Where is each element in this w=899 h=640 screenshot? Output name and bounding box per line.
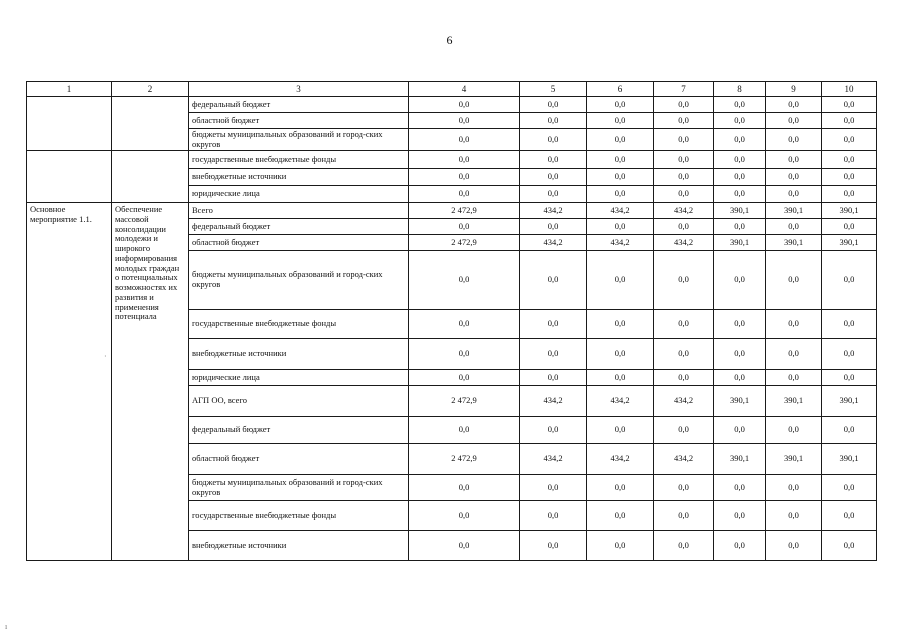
header-cell: 2: [112, 82, 189, 97]
value-cell: 0,0: [520, 475, 587, 501]
table-row: [27, 97, 877, 113]
value-cell: 390,1: [766, 235, 822, 251]
value-cell: 434,2: [587, 444, 654, 475]
value-cell: 0,0: [654, 370, 714, 386]
value-cell: 390,1: [822, 444, 877, 475]
header-cell: 9: [766, 82, 822, 97]
value-cell: 0,0: [520, 339, 587, 370]
value-cell: 0,0: [409, 310, 520, 339]
value-cell: 0,0: [822, 97, 877, 113]
value-cell: 2 472,9: [409, 203, 520, 219]
value-cell: 2 472,9: [409, 386, 520, 417]
value-cell: 0,0: [714, 186, 766, 203]
value-cell: 0,0: [822, 370, 877, 386]
funding-source-cell: бюджеты муниципальных образований и город-ских округов: [189, 475, 409, 501]
value-cell: 0,0: [714, 531, 766, 561]
value-cell: 0,0: [587, 129, 654, 151]
value-cell: 0,0: [654, 251, 714, 310]
value-cell: 0,0: [587, 97, 654, 113]
value-cell: 0,0: [654, 151, 714, 169]
value-cell: 0,0: [822, 186, 877, 203]
page-number: 6: [446, 33, 453, 47]
value-cell: 0,0: [587, 219, 654, 235]
value-cell: 0,0: [520, 169, 587, 186]
value-cell: 0,0: [822, 475, 877, 501]
value-cell: 0,0: [766, 339, 822, 370]
scan-mark: ·: [104, 352, 107, 361]
value-cell: 0,0: [654, 339, 714, 370]
row-group-col2: [112, 151, 189, 203]
value-cell: 0,0: [520, 310, 587, 339]
value-cell: 0,0: [520, 97, 587, 113]
value-cell: 2 472,9: [409, 235, 520, 251]
value-cell: 390,1: [822, 386, 877, 417]
header-cell: 10: [822, 82, 877, 97]
value-cell: 0,0: [714, 251, 766, 310]
header-cell: 3: [189, 82, 409, 97]
funding-source-cell: юридические лица: [189, 186, 409, 203]
value-cell: 390,1: [714, 386, 766, 417]
value-cell: 0,0: [654, 310, 714, 339]
value-cell: 0,0: [766, 97, 822, 113]
value-cell: 0,0: [409, 186, 520, 203]
value-cell: 0,0: [766, 113, 822, 129]
value-cell: 0,0: [766, 310, 822, 339]
value-cell: 0,0: [766, 151, 822, 169]
value-cell: 0,0: [766, 417, 822, 444]
value-cell: 0,0: [766, 531, 822, 561]
value-cell: 0,0: [587, 251, 654, 310]
value-cell: 434,2: [520, 235, 587, 251]
value-cell: 0,0: [822, 310, 877, 339]
value-cell: 0,0: [587, 501, 654, 531]
value-cell: 0,0: [822, 129, 877, 151]
value-cell: 0,0: [520, 151, 587, 169]
value-cell: 0,0: [654, 186, 714, 203]
value-cell: 0,0: [520, 531, 587, 561]
value-cell: 434,2: [520, 444, 587, 475]
value-cell: 0,0: [714, 501, 766, 531]
value-cell: 2 472,9: [409, 444, 520, 475]
row-group-col2: [112, 97, 189, 151]
value-cell: 434,2: [520, 386, 587, 417]
value-cell: 0,0: [654, 219, 714, 235]
header-cell: 5: [520, 82, 587, 97]
value-cell: 0,0: [822, 169, 877, 186]
value-cell: 0,0: [766, 501, 822, 531]
value-cell: 0,0: [587, 339, 654, 370]
value-cell: 0,0: [587, 151, 654, 169]
funding-source-cell: областной бюджет: [189, 235, 409, 251]
value-cell: 0,0: [520, 113, 587, 129]
table-row: [27, 203, 877, 219]
value-cell: 0,0: [766, 219, 822, 235]
value-cell: 0,0: [654, 475, 714, 501]
value-cell: 0,0: [654, 531, 714, 561]
value-cell: 390,1: [766, 203, 822, 219]
value-cell: 0,0: [409, 151, 520, 169]
value-cell: 0,0: [409, 531, 520, 561]
value-cell: 390,1: [822, 203, 877, 219]
header-cell: 8: [714, 82, 766, 97]
value-cell: 434,2: [654, 444, 714, 475]
value-cell: 0,0: [714, 310, 766, 339]
funding-source-cell: федеральный бюджет: [189, 417, 409, 444]
value-cell: 390,1: [766, 386, 822, 417]
value-cell: 0,0: [409, 169, 520, 186]
value-cell: 0,0: [714, 417, 766, 444]
value-cell: 0,0: [587, 417, 654, 444]
funding-source-cell: Всего: [189, 203, 409, 219]
value-cell: 0,0: [714, 151, 766, 169]
funding-source-cell: бюджеты муниципальных образований и город-ских округов: [189, 251, 409, 310]
value-cell: 390,1: [822, 235, 877, 251]
header-cell: 6: [587, 82, 654, 97]
value-cell: 0,0: [654, 169, 714, 186]
value-cell: 0,0: [409, 370, 520, 386]
funding-source-cell: федеральный бюджет: [189, 97, 409, 113]
value-cell: 0,0: [520, 251, 587, 310]
funding-source-cell: областной бюджет: [189, 113, 409, 129]
header-cell: 4: [409, 82, 520, 97]
value-cell: 0,0: [409, 129, 520, 151]
value-cell: 0,0: [714, 113, 766, 129]
funding-source-cell: государственные внебюджетные фонды: [189, 501, 409, 531]
funding-source-cell: федеральный бюджет: [189, 219, 409, 235]
value-cell: 0,0: [714, 129, 766, 151]
value-cell: 0,0: [822, 219, 877, 235]
value-cell: 390,1: [714, 203, 766, 219]
value-cell: 0,0: [587, 310, 654, 339]
value-cell: 0,0: [587, 531, 654, 561]
table-row: [27, 151, 877, 169]
value-cell: 0,0: [520, 219, 587, 235]
value-cell: 0,0: [822, 113, 877, 129]
value-cell: 0,0: [409, 219, 520, 235]
value-cell: 0,0: [714, 475, 766, 501]
value-cell: 0,0: [409, 251, 520, 310]
value-cell: 0,0: [520, 129, 587, 151]
value-cell: 0,0: [714, 97, 766, 113]
value-cell: 0,0: [766, 186, 822, 203]
value-cell: 0,0: [822, 501, 877, 531]
value-cell: 0,0: [520, 370, 587, 386]
scan-mark: ı: [5, 622, 8, 631]
row-group-col1: [27, 97, 112, 151]
row-group-col2: Обеспечение массовой консолидации молодежи и широкого информирования молодых граждан о потенциальных возможностях их развития и применения потенциала: [112, 203, 189, 561]
value-cell: 434,2: [587, 386, 654, 417]
funding-source-cell: бюджеты муниципальных образований и город-ских округов: [189, 129, 409, 151]
value-cell: 0,0: [409, 97, 520, 113]
funding-source-cell: внебюджетные источники: [189, 531, 409, 561]
funding-source-cell: государственные внебюджетные фонды: [189, 310, 409, 339]
header-row: [27, 82, 877, 97]
value-cell: 0,0: [714, 219, 766, 235]
value-cell: 434,2: [654, 235, 714, 251]
funding-source-cell: юридические лица: [189, 370, 409, 386]
value-cell: 0,0: [520, 501, 587, 531]
value-cell: 0,0: [520, 417, 587, 444]
row-group-col1: Основное мероприятие 1.1.: [27, 203, 112, 561]
value-cell: 0,0: [520, 186, 587, 203]
value-cell: 0,0: [654, 417, 714, 444]
value-cell: 0,0: [409, 501, 520, 531]
value-cell: 0,0: [409, 475, 520, 501]
value-cell: 434,2: [587, 203, 654, 219]
value-cell: 0,0: [822, 151, 877, 169]
row-group-col1: [27, 151, 112, 203]
funding-source-cell: АГП ОО, всего: [189, 386, 409, 417]
value-cell: 434,2: [587, 235, 654, 251]
value-cell: 390,1: [766, 444, 822, 475]
value-cell: 0,0: [766, 251, 822, 310]
value-cell: 0,0: [654, 113, 714, 129]
value-cell: 0,0: [714, 339, 766, 370]
value-cell: 0,0: [587, 475, 654, 501]
value-cell: 0,0: [822, 417, 877, 444]
value-cell: 0,0: [822, 531, 877, 561]
funding-source-cell: внебюджетные источники: [189, 339, 409, 370]
funding-source-cell: областной бюджет: [189, 444, 409, 475]
value-cell: 434,2: [520, 203, 587, 219]
value-cell: 0,0: [409, 417, 520, 444]
value-cell: 434,2: [654, 203, 714, 219]
value-cell: 0,0: [766, 169, 822, 186]
budget-table: [26, 81, 877, 561]
funding-source-cell: внебюджетные источники: [189, 169, 409, 186]
value-cell: 0,0: [587, 186, 654, 203]
funding-source-cell: государственные внебюджетные фонды: [189, 151, 409, 169]
value-cell: 0,0: [654, 97, 714, 113]
value-cell: 0,0: [409, 339, 520, 370]
value-cell: 0,0: [822, 339, 877, 370]
value-cell: 0,0: [766, 370, 822, 386]
value-cell: 390,1: [714, 444, 766, 475]
value-cell: 0,0: [587, 370, 654, 386]
value-cell: 0,0: [654, 129, 714, 151]
value-cell: 0,0: [409, 113, 520, 129]
header-cell: 7: [654, 82, 714, 97]
value-cell: 0,0: [714, 169, 766, 186]
value-cell: 0,0: [587, 169, 654, 186]
value-cell: 0,0: [714, 370, 766, 386]
value-cell: 0,0: [766, 475, 822, 501]
value-cell: 0,0: [822, 251, 877, 310]
value-cell: 390,1: [714, 235, 766, 251]
header-cell: 1: [27, 82, 112, 97]
value-cell: 434,2: [654, 386, 714, 417]
value-cell: 0,0: [654, 501, 714, 531]
value-cell: 0,0: [766, 129, 822, 151]
value-cell: 0,0: [587, 113, 654, 129]
